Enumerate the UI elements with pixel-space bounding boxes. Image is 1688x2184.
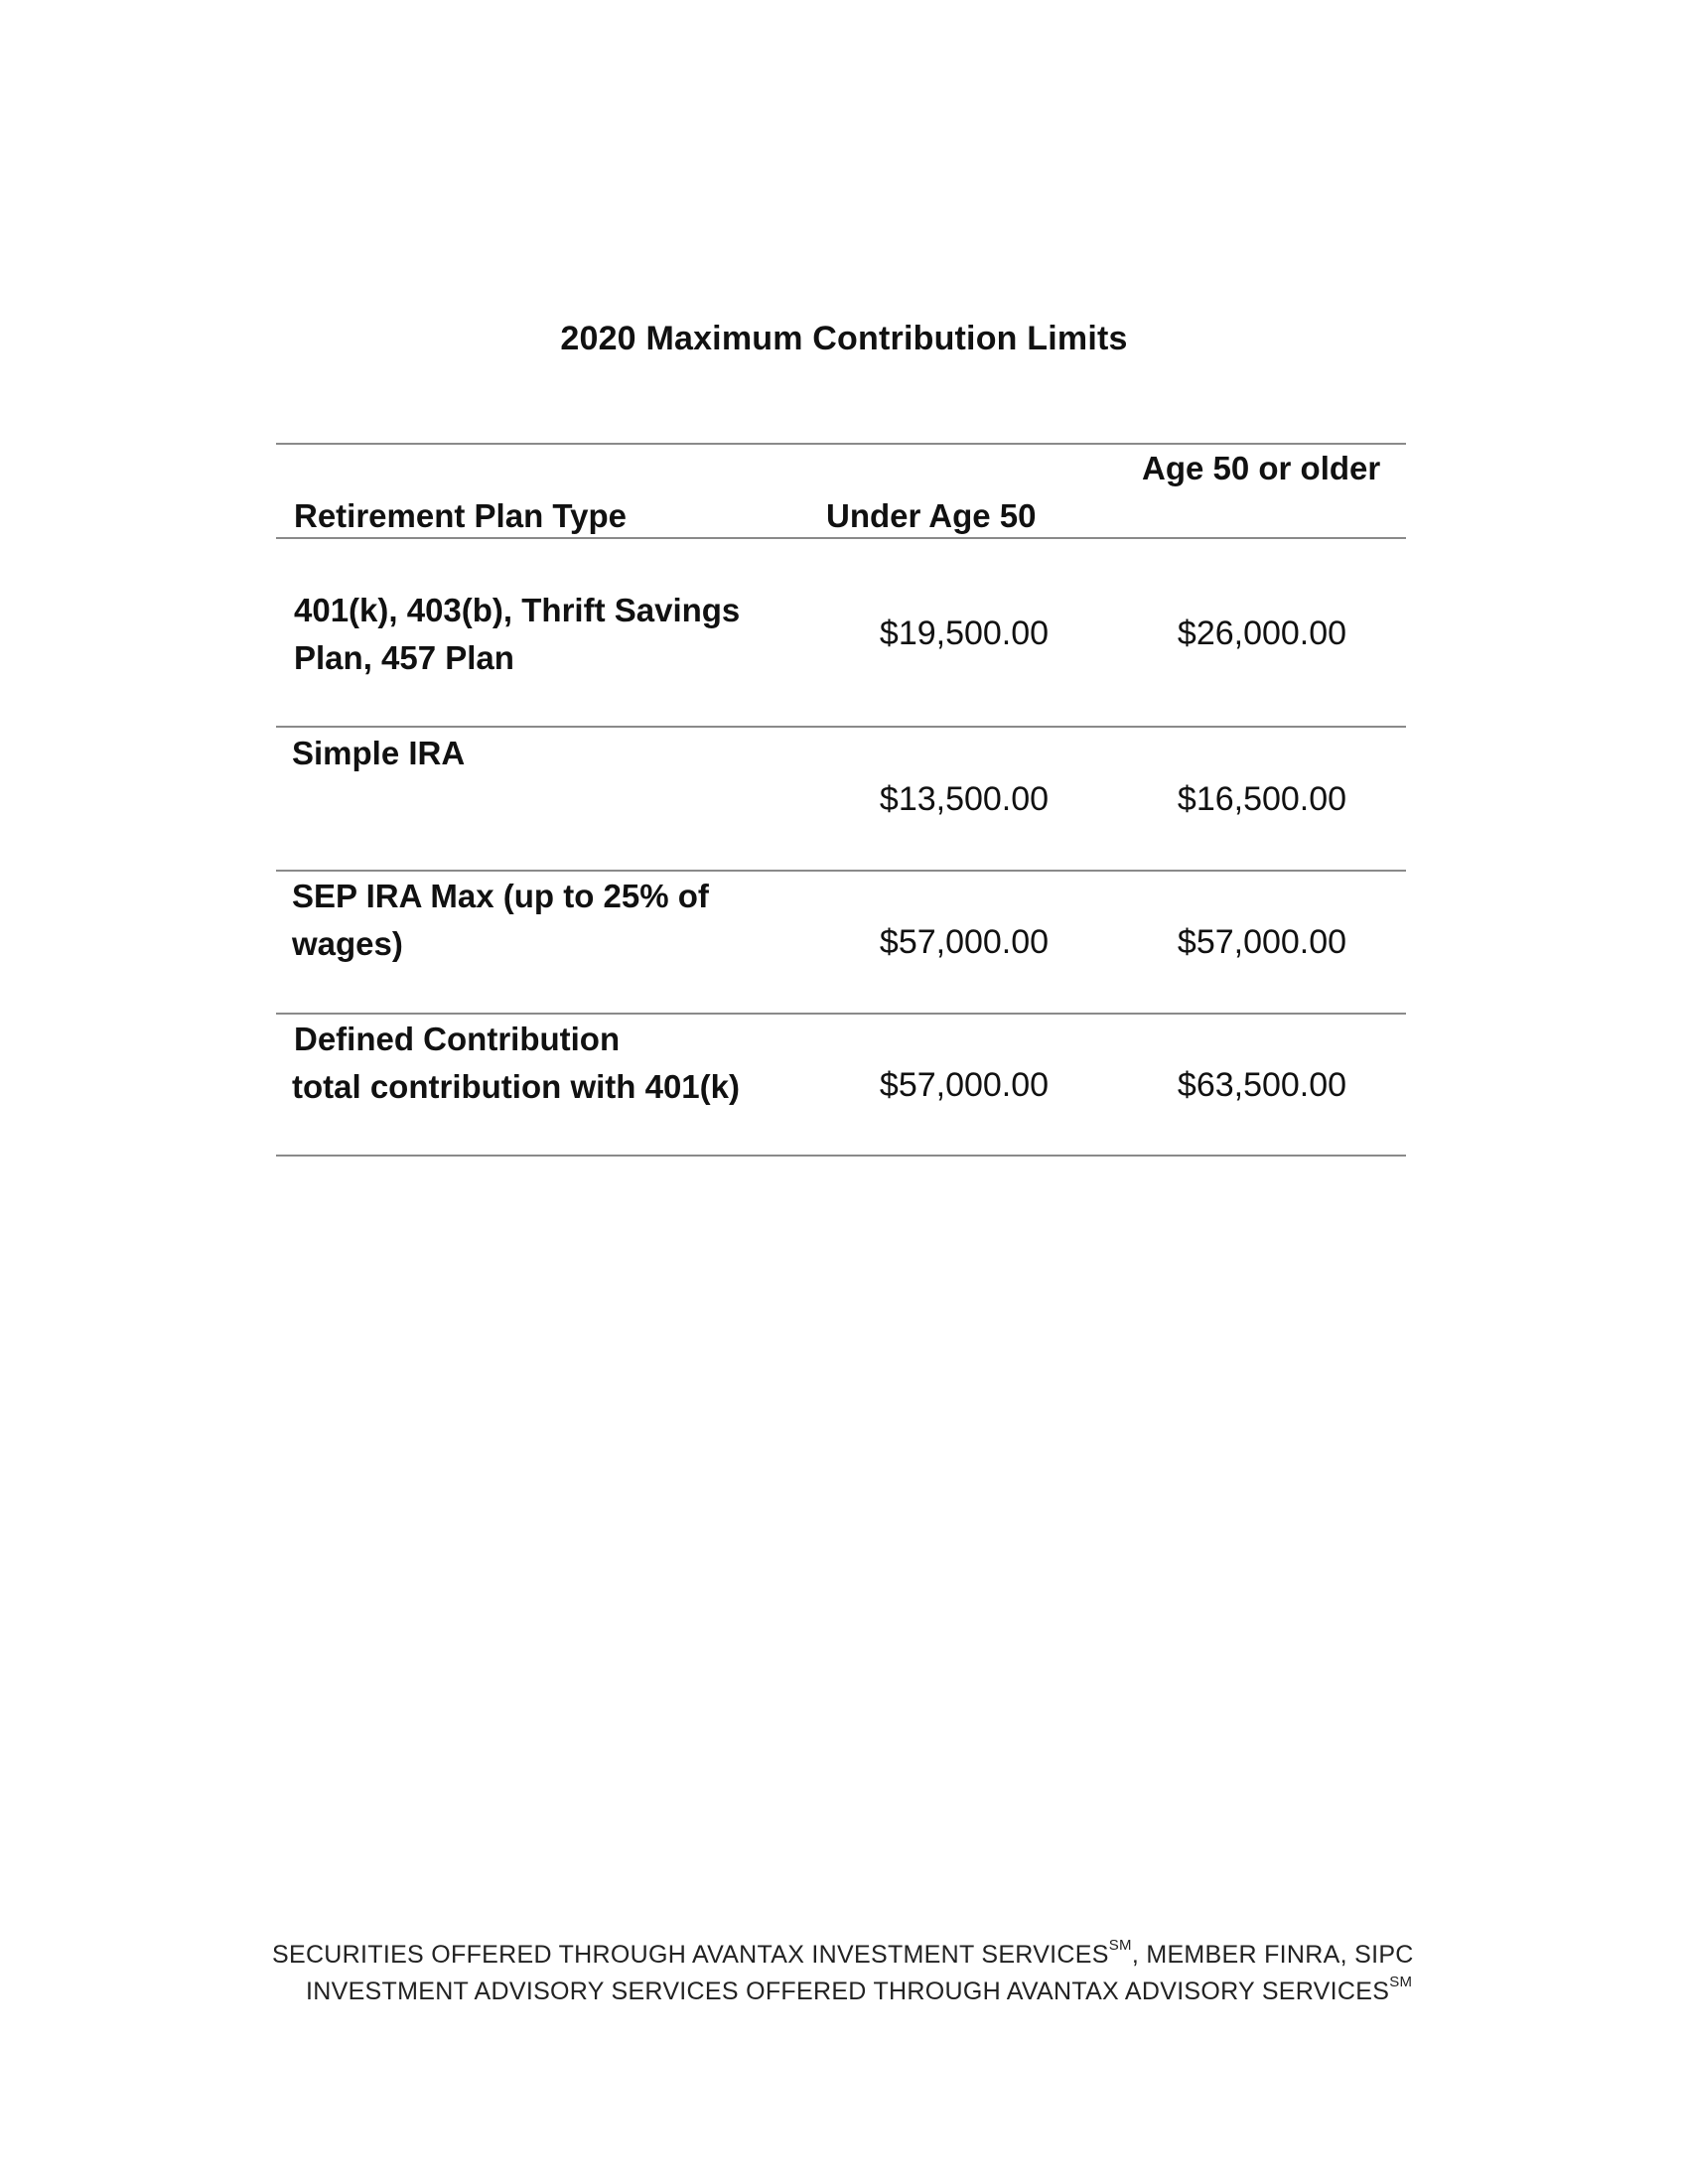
- plan-type-line2: wages): [292, 925, 403, 962]
- over-50-value: $16,500.00: [1177, 780, 1347, 818]
- header-plan-type: Retirement Plan Type: [294, 497, 627, 534]
- header-under-age-50: Under Age 50: [826, 497, 1037, 534]
- header-age-50-or-older: Age 50 or older: [1142, 450, 1381, 486]
- over-50-value: $63,500.00: [1177, 1066, 1347, 1104]
- service-mark: SM: [1108, 1937, 1132, 1954]
- over-50-value: $26,000.00: [1177, 614, 1347, 652]
- footer-securities-disclosure: [0, 1937, 1688, 1970]
- plan-type-line2: Plan, 457 Plan: [294, 639, 514, 676]
- under-50-value: $57,000.00: [879, 923, 1050, 961]
- plan-type-line1: Defined Contribution: [294, 1021, 621, 1057]
- under-50-value: $19,500.00: [879, 614, 1050, 652]
- row-divider: [276, 726, 1406, 728]
- footer-line1-text: SECURITIES OFFERED THROUGH AVANTAX INVESTMENT SERVICES: [272, 1941, 1109, 1969]
- service-mark: SM: [1389, 1974, 1413, 1990]
- plan-type-line1: SEP IRA Max (up to 25% of: [292, 878, 709, 914]
- over-50-value: $57,000.00: [1177, 923, 1347, 961]
- footer-line2-text: INVESTMENT ADVISORY SERVICES OFFERED THROUGH AVANTAX ADVISORY SERVICES: [306, 1978, 1390, 2005]
- plan-type-line1: 401(k), 403(b), Thrift Savings: [294, 592, 741, 628]
- plan-type-line2: total contribution with 401(k): [292, 1068, 740, 1105]
- footer-advisory-disclosure: [0, 1974, 1688, 2006]
- table-bottom-rule: [276, 1155, 1406, 1157]
- row-divider: [276, 870, 1406, 872]
- page-title: 2020 Maximum Contribution Limits: [560, 320, 1128, 357]
- row-divider: [276, 1013, 1406, 1015]
- footer-line1-tail: , MEMBER FINRA, SIPC: [1131, 1941, 1414, 1969]
- under-50-value: $57,000.00: [879, 1066, 1050, 1104]
- under-50-value: $13,500.00: [879, 780, 1050, 818]
- plan-type-line1: Simple IRA: [292, 735, 466, 771]
